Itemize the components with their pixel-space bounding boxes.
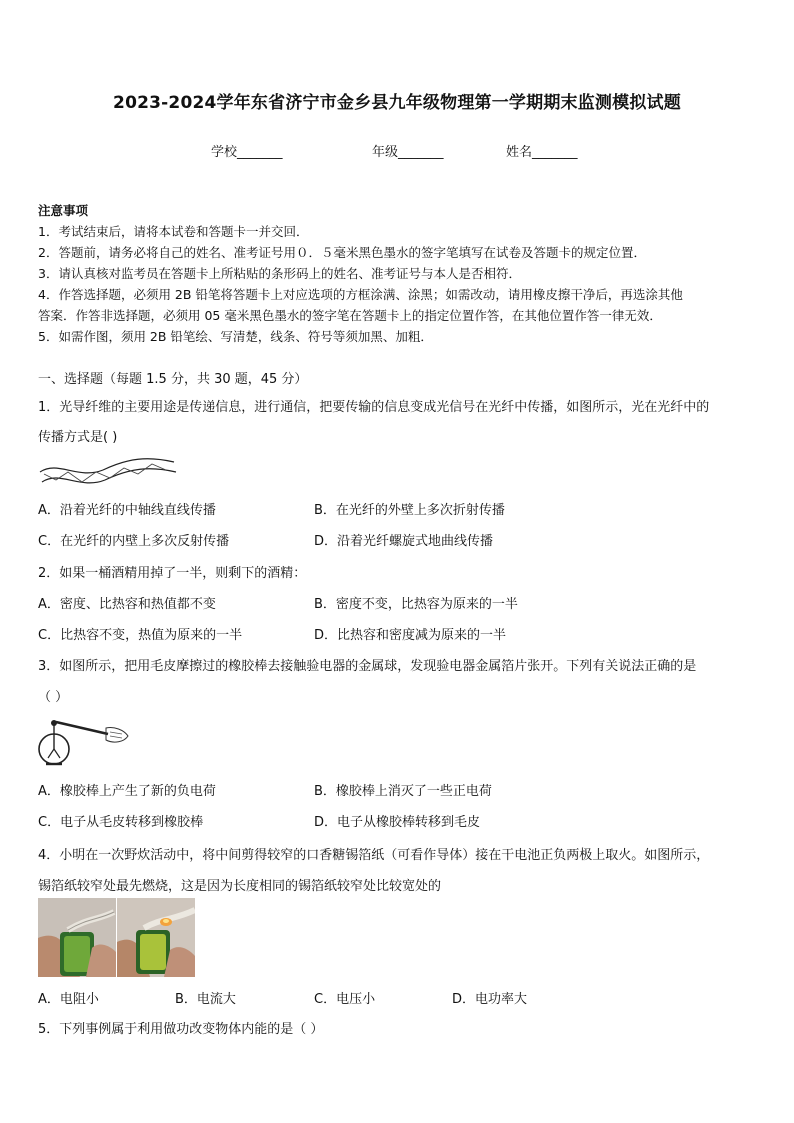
exam-title: 2023-2024学年东省济宁市金乡县九年级物理第一学期期末监测模拟试题: [113, 93, 681, 113]
question-3-option-d: D．电子从橡胶棒转移到毛皮: [314, 815, 481, 830]
question-3-stem: 3．如图所示，把用毛皮摩擦过的橡胶棒去接触验电器的金属球，发现验电器金属箔片张开。下列有关说法正确的是: [38, 659, 697, 674]
notice-item: 5．如需作图，须用 2B 铅笔绘、写清楚，线条、符号等须加黑、加粗．: [38, 329, 433, 344]
notice-heading: 注意事项: [38, 203, 89, 218]
question-1-option-c: C．在光纤的内壁上多次反射传播: [38, 534, 230, 549]
question-4-option-a: A．电阻小: [38, 992, 99, 1007]
question-2-option-d: D．比热容和密度减为原来的一半: [314, 628, 507, 643]
name-field: 姓名_______: [506, 145, 578, 160]
question-2-stem: 2．如果一桶酒精用掉了一半，则剩下的酒精：: [38, 566, 307, 581]
question-3-option-a: A．橡胶棒上产生了新的负电荷: [38, 784, 216, 799]
notice-item: 1．考试结束后，请将本试卷和答题卡一并交回．: [38, 224, 309, 239]
question-4-option-d: D．电功率大: [452, 992, 528, 1007]
question-1-option-a: A．沿着光纤的中轴线直线传播: [38, 503, 216, 518]
question-4-stem: 4．小明在一次野炊活动中，将中间剪得较窄的口香糖锡箔纸（可看作导体）接在干电池正负两极上取火。如图所示，: [38, 848, 710, 863]
question-1-stem: 1．光导纤维的主要用途是传递信息，进行通信，把要传输的信息变成光信号在光纤中传播，如图所示，光在光纤中的: [38, 400, 710, 415]
question-2-option-c: C．比热容不变，热值为原来的一半: [38, 628, 243, 643]
grade-field: 年级_______: [372, 145, 444, 160]
notice-item: 3．请认真核对监考员在答题卡上所粘贴的条形码上的姓名、准考证号与本人是否相符．: [38, 266, 521, 281]
question-3-stem-cont: （ ）: [38, 690, 69, 705]
school-field: 学校_______: [211, 145, 283, 160]
section-heading: 一、选择题（每题 1.5 分，共 30 题，45 分）: [38, 372, 308, 387]
question-1-option-d: D．沿着光纤螺旋式地曲线传播: [314, 534, 494, 549]
notice-item: 4．作答选择题，必须用 2B 铅笔将答题卡上对应选项的方框涂满、涂黑；如需改动，请用橡皮擦干净后，再选涂其他: [38, 287, 683, 302]
notice-item: 2．答题前，请务必将自己的姓名、准考证号用０．５毫米黑色墨水的签字笔填写在试卷及答题卡的规定位置．: [38, 245, 646, 260]
question-3-option-c: C．电子从毛皮转移到橡胶棒: [38, 815, 204, 830]
question-4-option-b: B．电流大: [175, 992, 236, 1007]
tin-foil-battery-photo: [38, 898, 195, 977]
question-3-option-b: B．橡胶棒上消灭了一些正电荷: [314, 784, 492, 799]
question-4-stem-cont: 锡箔纸较窄处最先燃烧，这是因为长度相同的锡箔纸较窄处比较宽处的: [38, 879, 442, 894]
electroscope-figure: [36, 712, 132, 770]
question-2-option-b: B．密度不变，比热容为原来的一半: [314, 597, 518, 612]
question-1-option-b: B．在光纤的外壁上多次折射传播: [314, 503, 505, 518]
question-1-stem-cont: 传播方式是( ): [38, 430, 118, 445]
optical-fiber-figure: [38, 450, 178, 490]
question-4-option-c: C．电压小: [314, 992, 376, 1007]
notice-item: 答案．作答非选择题，必须用 05 毫米黑色墨水的签字笔在答题卡上的指定位置作答，在其他位置作答一律无效．: [38, 308, 662, 323]
question-5-stem: 5．下列事例属于利用做功改变物体内能的是（ ）: [38, 1022, 324, 1037]
question-2-option-a: A．密度、比热容和热值都不变: [38, 597, 216, 612]
